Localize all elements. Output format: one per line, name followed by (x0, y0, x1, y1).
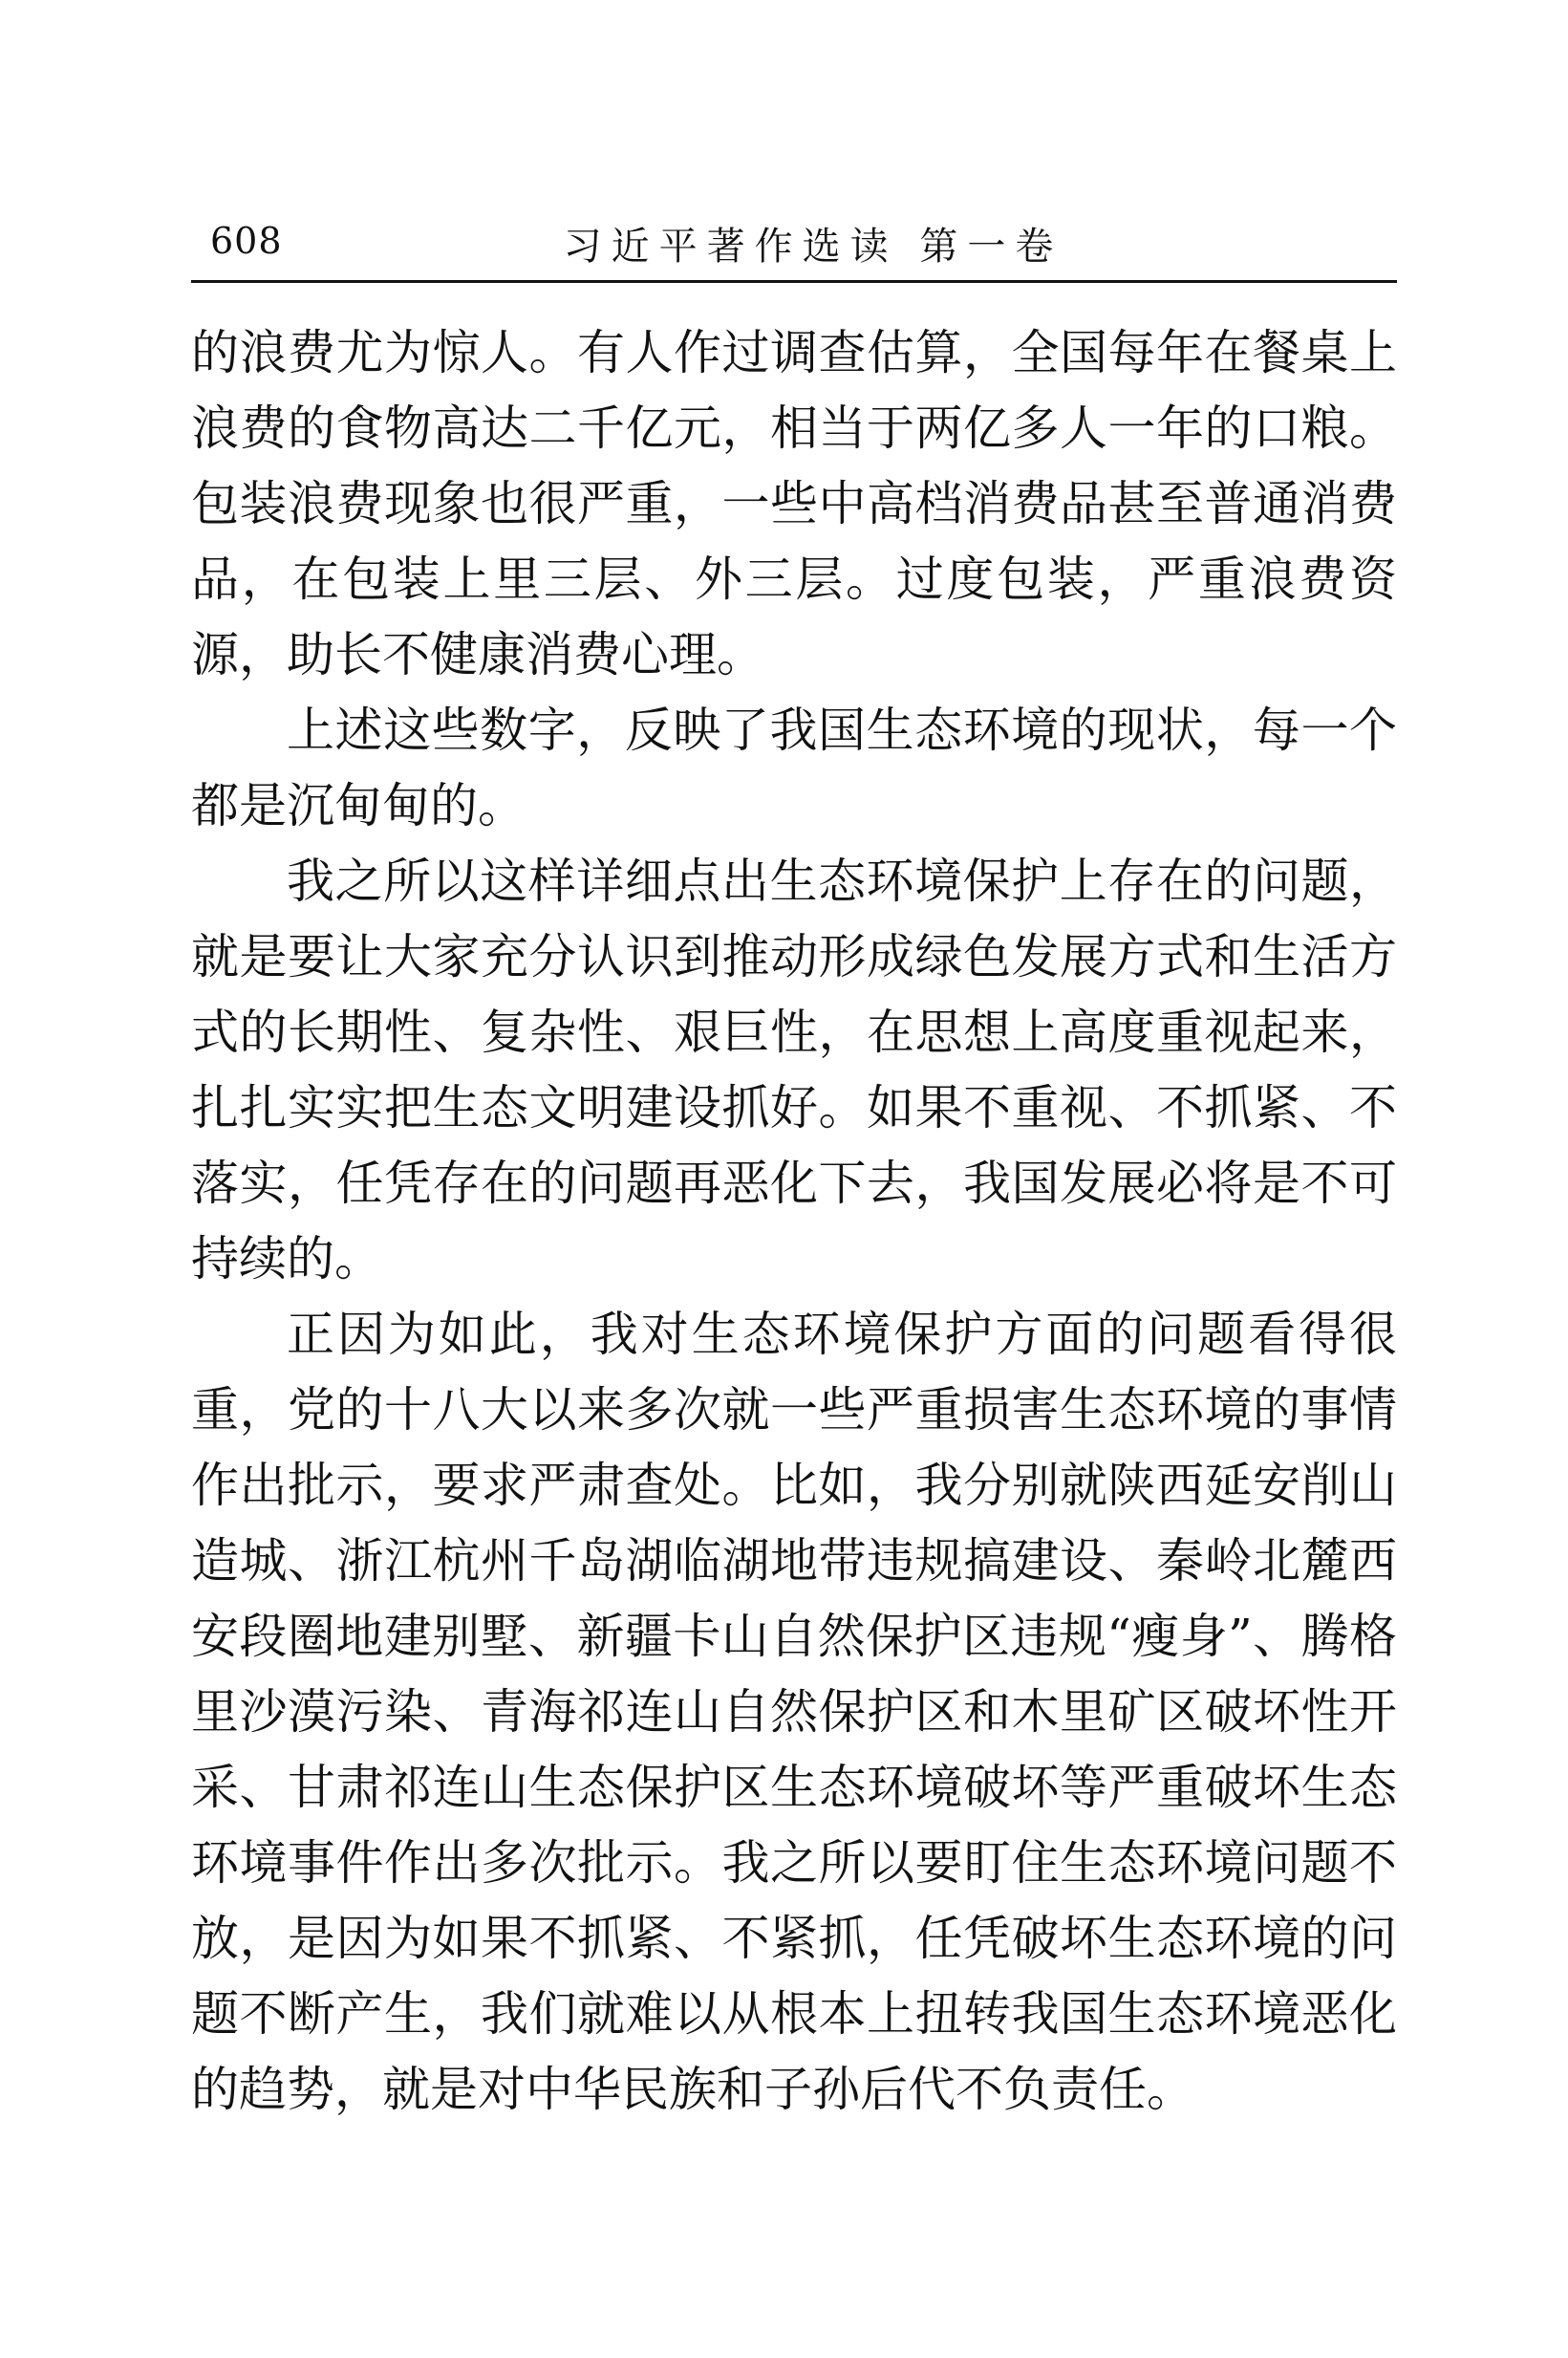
page-header (191, 212, 1397, 279)
paragraph: 正因为如此，我对生态环境保护方面的问题看得很重，党的十八大以来多次就一些严重损害生态环境的事情作出批示，要求严肃查处。比如，我分别就陕西延安削山造城、浙江杭州千岛湖临湖地带违规搞建设、秦岭北麓西安段圈地建别墅、新疆卡山自然保护区违规“瘦身”、腾格里沙漠污染、青海祁连山自然保护区和木里矿区破坏性开采、甘肃祁连山生态保护区生态环境破坏等严重破坏生态环境事件作出多次批示。我之所以要盯住生态环境问题不放，是因为如果不抓紧、不紧抓，任凭破坏生态环境的问题不断产生，我们就难以从根本上扭转我国生态环境恶化的趋势，就是对中华民族和子孙后代不负责任。 (191, 1307, 1397, 2117)
running-title: 习近平著作选读 第一卷 (563, 225, 1063, 269)
paragraph: 上述这些数字，反映了我国生态环境的现状，每一个都是沉甸甸的。 (191, 703, 1397, 833)
header-rule (191, 280, 1397, 283)
paragraph-continued: 的浪费尤为惊人。有人作过调查估算，全国每年在餐桌上浪费的食物高达二千亿元，相当于两亿多人一年的口粮。包装浪费现象也很严重，一些中高档消费品甚至普通消费品，在包装上里三层、外三层。过度包装，严重浪费资源，助长不健康消费心理。 (191, 325, 1397, 682)
paragraph: 我之所以这样详细点出生态环境保护上存在的问题，就是要让大家充分认识到推动形成绿色发展方式和生活方式的长期性、复杂性、艰巨性，在思想上高度重视起来，扎扎实实把生态文明建设抓好。如果不重视、不抓紧、不落实，任凭存在的问题再恶化下去，我国发展必将是不可持续的。 (191, 854, 1397, 1287)
page-number: 608 (210, 220, 283, 262)
body-text (191, 315, 1397, 2275)
